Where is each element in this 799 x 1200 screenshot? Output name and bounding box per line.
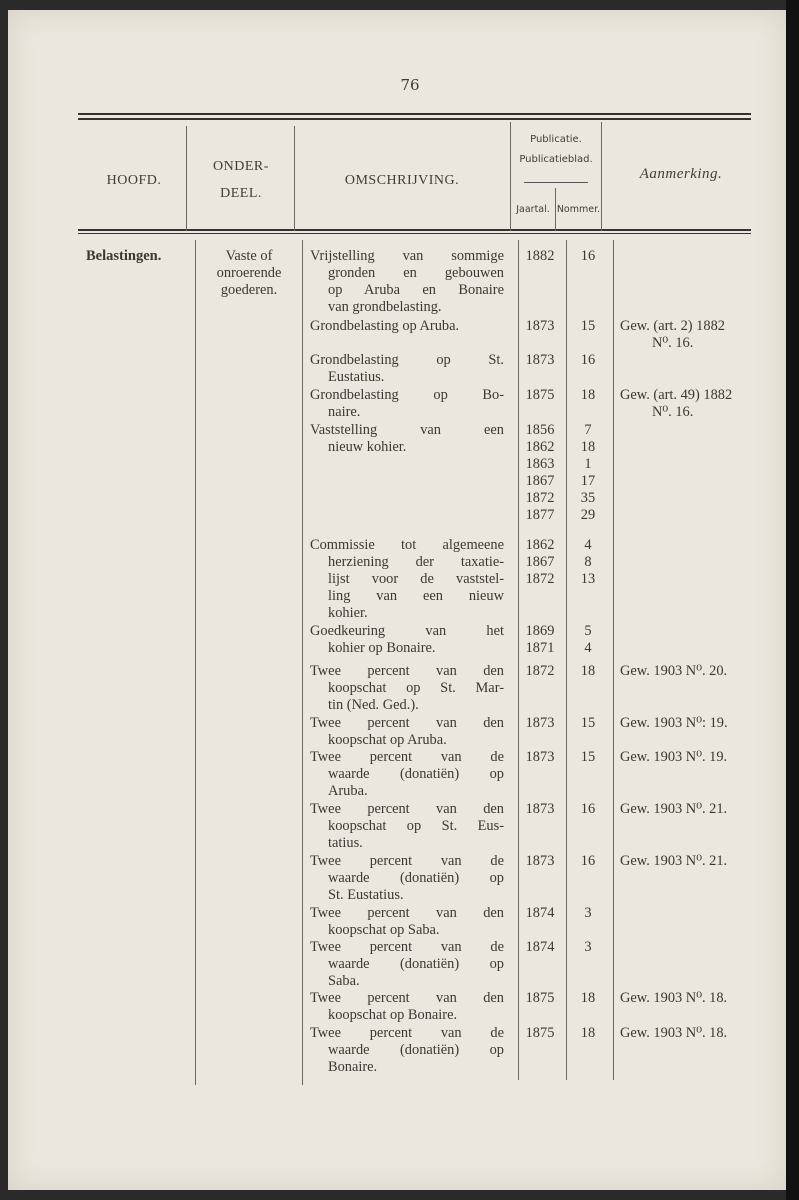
description-line: Twee percent van de: [310, 939, 504, 955]
publication-year: 1869: [525, 623, 555, 639]
publication-year: 1882: [525, 248, 555, 264]
description-line: tin (Ned. Ged.).: [328, 697, 419, 713]
description-line: ling van een nieuw: [328, 588, 504, 604]
description-line: lijst voor de vaststel-: [328, 571, 504, 587]
description-line: Twee percent van de: [310, 1025, 504, 1041]
description-line: Twee percent van den: [310, 715, 504, 731]
description-line: kohier.: [328, 605, 368, 621]
publication-number: 7: [584, 422, 592, 438]
description-line: waarde (donatiën) op: [328, 870, 504, 886]
publication-year: 1875: [525, 387, 555, 403]
top-double-rule-2: [78, 118, 751, 120]
remark-line: N⁰. 16.: [652, 404, 694, 420]
publication-year: 1875: [525, 1025, 555, 1041]
description-line: koopschat op Bonaire.: [328, 1007, 458, 1023]
onderdeel-line-3: goederen.: [220, 282, 278, 298]
publication-year: 1871: [525, 640, 555, 656]
header-jaartal: Jaartal.: [516, 204, 550, 215]
publication-year: 1867: [525, 473, 555, 489]
description-line: Twee percent van den: [310, 990, 504, 1006]
header-divider-5: [601, 122, 602, 231]
publication-year: 1874: [525, 939, 555, 955]
publication-number: 16: [580, 248, 596, 264]
remark-line: Gew. (art. 49) 1882: [620, 387, 733, 403]
description-line: Saba.: [328, 973, 360, 989]
publication-year: 1867: [525, 554, 555, 570]
header-omschrijving: OMSCHRIJVING.: [344, 173, 460, 188]
publication-number: 15: [580, 715, 596, 731]
publication-number: 18: [580, 1025, 596, 1041]
description-line: naire.: [328, 404, 361, 420]
body-divider-4: [566, 240, 567, 1080]
publication-number: 18: [580, 439, 596, 455]
header-divider-1: [186, 126, 187, 231]
publication-number: 16: [580, 853, 596, 869]
publication-year: 1862: [525, 537, 555, 553]
description-line: koopschat op Aruba.: [328, 732, 447, 748]
description-line: koopschat op St. Eus-: [328, 818, 504, 834]
publication-year: 1872: [525, 490, 555, 506]
publication-year: 1863: [525, 456, 555, 472]
header-bottom-rule-1: [78, 229, 751, 231]
description-line: herziening der taxatie-: [328, 554, 504, 570]
header-publicatie: Publicatie.: [530, 134, 582, 145]
description-line: op Aruba en Bonaire: [328, 282, 504, 298]
remark-line: Gew. 1903 N⁰. 18.: [620, 990, 728, 1006]
publication-number: 4: [584, 537, 592, 553]
publication-number: 18: [580, 990, 596, 1006]
publication-number: 8: [584, 554, 592, 570]
publication-number: 18: [580, 663, 596, 679]
description-line: Vaststelling van een: [310, 422, 504, 438]
header-bottom-rule-2: [78, 233, 751, 234]
publication-number: 16: [580, 801, 596, 817]
description-line: Grondbelasting op Aruba.: [310, 318, 460, 334]
description-line: gronden en gebouwen: [328, 265, 504, 281]
description-line: nieuw kohier.: [328, 439, 407, 455]
description-line: Grondbelasting op St.: [310, 352, 504, 368]
publication-number: 16: [580, 352, 596, 368]
header-aanmerking: Aanmerking.: [639, 166, 723, 182]
remark-line: Gew. 1903 N⁰. 21.: [620, 853, 728, 869]
body-divider-5: [613, 240, 614, 1080]
publication-number: 3: [584, 905, 592, 921]
publication-number: 35: [580, 490, 596, 506]
remark-line: Gew. (art. 2) 1882: [620, 318, 725, 334]
header-onderdeel-1: ONDER-: [213, 159, 269, 174]
publication-number: 5: [584, 623, 592, 639]
description-line: Twee percent van de: [310, 853, 504, 869]
remark-line: Gew. 1903 N⁰. 18.: [620, 1025, 728, 1041]
description-line: Vrijstelling van sommige: [310, 248, 504, 264]
scan-edge: [786, 0, 799, 1200]
description-line: waarde (donatiën) op: [328, 1042, 504, 1058]
publication-year: 1872: [525, 571, 555, 587]
body-divider-2: [302, 240, 303, 1085]
publication-number: 15: [580, 318, 596, 334]
publication-year: 1856: [525, 422, 555, 438]
header-brace: [524, 182, 588, 183]
description-line: Grondbelasting op Bo-: [310, 387, 504, 403]
description-line: waarde (donatiën) op: [328, 766, 504, 782]
description-line: Goedkeuring van het: [310, 623, 504, 639]
description-line: Aruba.: [328, 783, 368, 799]
description-line: Twee percent van den: [310, 801, 504, 817]
onderdeel-line-2: onroerende: [216, 265, 282, 281]
publication-number: 17: [580, 473, 596, 489]
remark-line: N⁰. 16.: [652, 335, 694, 351]
publication-year: 1873: [525, 715, 555, 731]
remark-line: Gew. 1903 N⁰. 21.: [620, 801, 728, 817]
publication-year: 1873: [525, 352, 555, 368]
publication-year: 1873: [525, 853, 555, 869]
publication-year: 1877: [525, 507, 555, 523]
publication-year: 1872: [525, 663, 555, 679]
description-line: Eustatius.: [328, 369, 385, 385]
page-number: 76: [400, 76, 420, 94]
description-line: Twee percent van den: [310, 663, 504, 679]
description-line: kohier op Bonaire.: [328, 640, 436, 656]
publication-year: 1873: [525, 749, 555, 765]
onderdeel-line-1: Vaste of: [225, 248, 273, 264]
publication-number: 1: [584, 456, 592, 472]
publication-number: 18: [580, 387, 596, 403]
header-onderdeel-2: DEEL.: [220, 186, 262, 201]
description-line: Commissie tot algemeene: [310, 537, 504, 553]
header-nommer: Nommer.: [556, 204, 601, 215]
publication-year: 1874: [525, 905, 555, 921]
publication-number: 13: [580, 571, 596, 587]
publication-year: 1862: [525, 439, 555, 455]
publication-number: 4: [584, 640, 592, 656]
publication-number: 15: [580, 749, 596, 765]
publication-number: 3: [584, 939, 592, 955]
description-line: van grondbelasting.: [328, 299, 442, 315]
description-line: Bonaire.: [328, 1059, 378, 1075]
publication-year: 1875: [525, 990, 555, 1006]
top-double-rule-1: [78, 113, 751, 115]
hoofd-value: Belastingen.: [86, 248, 162, 264]
publication-year: 1873: [525, 318, 555, 334]
description-line: Twee percent van de: [310, 749, 504, 765]
description-line: St. Eustatius.: [328, 887, 404, 903]
header-publicatieblad: Publicatieblad.: [519, 154, 593, 165]
publication-year: 1873: [525, 801, 555, 817]
publication-number: 29: [580, 507, 596, 523]
remark-line: Gew. 1903 N⁰. 19.: [620, 749, 728, 765]
remark-line: Gew. 1903 N⁰: 19.: [620, 715, 728, 731]
description-line: koopschat op Saba.: [328, 922, 440, 938]
description-line: Twee percent van den: [310, 905, 504, 921]
body-divider-1: [195, 240, 196, 1085]
description-line: koopschat op St. Mar-: [328, 680, 504, 696]
description-line: tatius.: [328, 835, 363, 851]
header-divider-2: [294, 126, 295, 231]
remark-line: Gew. 1903 N⁰. 20.: [620, 663, 728, 679]
header-hoofd: HOOFD.: [106, 173, 162, 188]
description-line: waarde (donatiën) op: [328, 956, 504, 972]
